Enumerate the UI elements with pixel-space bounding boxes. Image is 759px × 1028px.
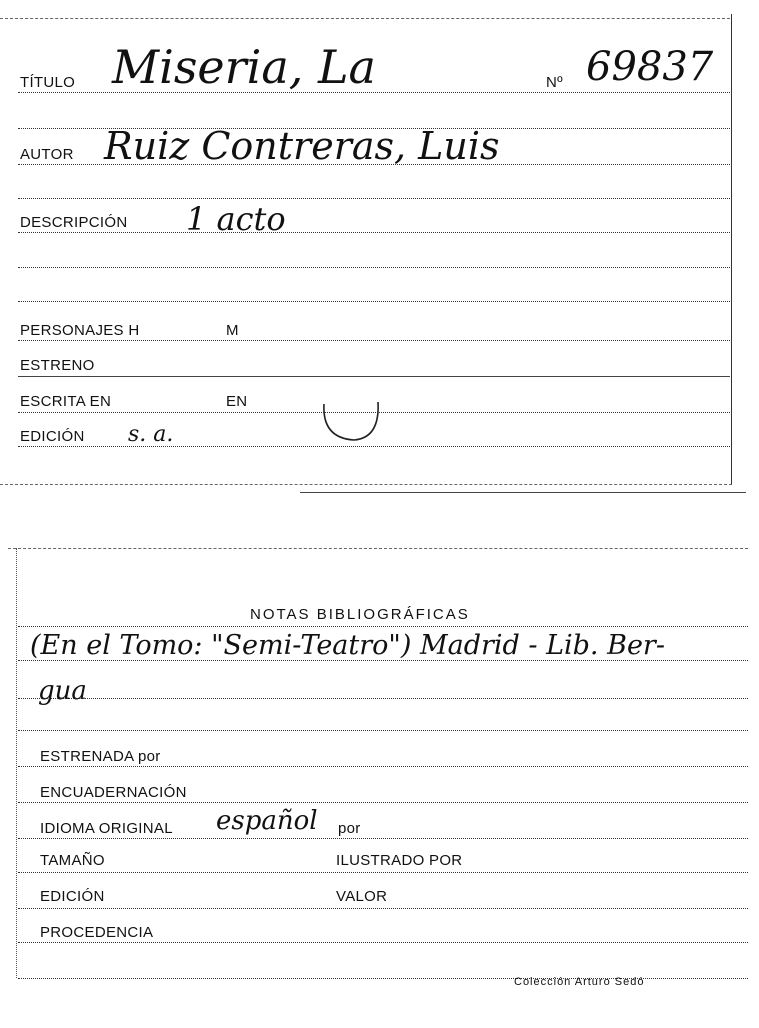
tamano-line (18, 872, 748, 873)
autor-value: Ruiz Contreras, Luis (104, 124, 500, 168)
card2-top-edge (8, 548, 748, 549)
rule-2 (18, 198, 730, 199)
edicion-value: s. a. (128, 422, 174, 447)
edicion2-label: EDICIÓN (40, 888, 105, 905)
estrenada-line (18, 766, 748, 767)
escrita-en-label: EN (226, 393, 248, 410)
card-bottom-edge (0, 484, 732, 485)
catalog-card-top (0, 0, 759, 500)
idioma-line (18, 838, 748, 839)
descripcion-line (18, 232, 730, 233)
procedencia-line (18, 942, 748, 943)
encuadernacion-line (18, 802, 748, 803)
personajes-m-label: M (226, 322, 239, 339)
encuadernacion-label: ENCUADERNACIÓN (40, 784, 187, 801)
autor-line (18, 164, 730, 165)
card2-left-edge (16, 548, 17, 978)
valor-label: VALOR (336, 888, 388, 905)
notas-line-1: (En el Tomo: "Semi-Teatro") Madrid - Lib. Ber- (30, 630, 665, 661)
notas-rule-2 (18, 698, 748, 699)
punch-hole-icon (318, 396, 388, 446)
idioma-label: IDIOMA ORIGINAL (40, 820, 173, 837)
numero-value: 69837 (586, 44, 714, 90)
edicion2-line (18, 908, 748, 909)
rule-3 (18, 267, 730, 268)
notas-rule-0 (18, 626, 748, 627)
tamano-label: TAMAÑO (40, 852, 105, 869)
coleccion-label: Colección Arturo Sedó (514, 976, 645, 988)
catalog-card-bottom (0, 500, 759, 1028)
notas-title: NOTAS BIBLIOGRÁFICAS (250, 606, 470, 623)
escrita-label: ESCRITA EN (20, 393, 112, 410)
estrenada-label: ESTRENADA por (40, 748, 161, 765)
ilustrado-label: ILUSTRADO POR (336, 852, 463, 869)
edicion-line (18, 446, 730, 447)
titulo-line (18, 92, 730, 93)
estreno-line (18, 376, 730, 377)
personajes-line (18, 340, 730, 341)
titulo-value: Miseria, La (112, 40, 376, 94)
notas-line-2: gua (38, 676, 87, 706)
card-bottom-solid (300, 492, 746, 493)
autor-label: AUTOR (20, 146, 74, 163)
notas-rule-1 (18, 660, 748, 661)
notas-rule-3 (18, 730, 748, 731)
descripcion-value: 1 acto (186, 200, 286, 238)
idioma-value: español (216, 806, 318, 836)
estreno-label: ESTRENO (20, 357, 95, 374)
numero-label: Nº (546, 74, 563, 91)
idioma-por-label: por (338, 820, 361, 837)
rule-4 (18, 301, 730, 302)
procedencia-label: PROCEDENCIA (40, 924, 154, 941)
personajes-label: PERSONAJES H (20, 322, 140, 339)
titulo-label: TÍTULO (20, 74, 76, 91)
descripcion-label: DESCRIPCIÓN (20, 214, 128, 231)
card-right-edge (731, 14, 732, 484)
card-top-edge (0, 18, 730, 19)
edicion-label: EDICIÓN (20, 428, 85, 445)
